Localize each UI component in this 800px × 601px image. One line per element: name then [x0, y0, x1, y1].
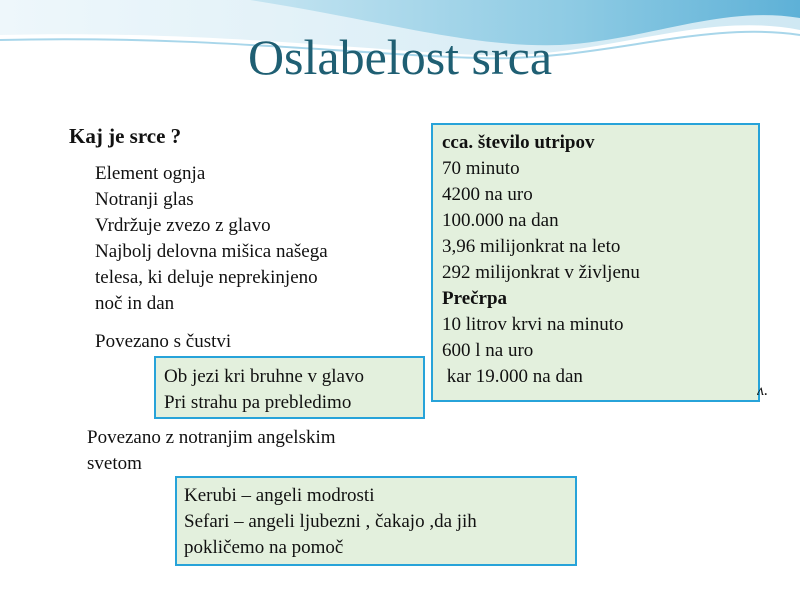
stats-line: 292 milijonkrat v življenu	[442, 262, 640, 283]
stats-line: 4200 na uro	[442, 184, 533, 205]
stats-line: kar 19.000 na dan	[442, 366, 583, 387]
stats-line: 10 litrov krvi na minuto	[442, 314, 624, 335]
list-item: telesa, ki deluje neprekinjeno	[95, 267, 318, 288]
slide-title: Oslabelost srca	[247, 29, 553, 85]
list-item: Notranji glas	[95, 189, 194, 210]
angels-line: Kerubi – angeli modrosti	[184, 485, 375, 506]
question-heading: Kaj je srce ?	[69, 124, 182, 148]
angelic-label-line: svetom	[87, 453, 142, 474]
angels-line: Sefari – angeli ljubezni , čakajo ,da jih	[184, 511, 477, 532]
stats-line: 70 minuto	[442, 158, 520, 179]
heartbeat-stats-box	[431, 123, 760, 402]
text-fragment: ʌ.	[757, 382, 769, 399]
angels-line: pokličemo na pomoč	[184, 537, 344, 558]
stats-line: 100.000 na dan	[442, 210, 559, 231]
emotions-line: Ob jezi kri bruhne v glavo	[164, 366, 364, 387]
stats-line: 3,96 milijonkrat na leto	[442, 236, 621, 257]
angels-box	[175, 476, 577, 566]
stats-heading: cca. število utripov	[442, 132, 595, 153]
emotions-label: Povezano s čustvi	[95, 331, 232, 352]
list-item: Vrdržuje zvezo z glavo	[95, 215, 271, 236]
emotions-box	[154, 356, 425, 419]
stats-line: 600 l na uro	[442, 340, 534, 361]
list-item: Element ognja	[95, 163, 206, 184]
angelic-label-line: Povezano z notranjim angelskim	[87, 427, 336, 448]
list-item: Najbolj delovna mišica našega	[95, 241, 328, 262]
emotions-line: Pri strahu pa prebledimo	[164, 392, 352, 413]
stats-heading: Prečrpa	[442, 288, 508, 309]
list-item: noč in dan	[95, 293, 175, 314]
